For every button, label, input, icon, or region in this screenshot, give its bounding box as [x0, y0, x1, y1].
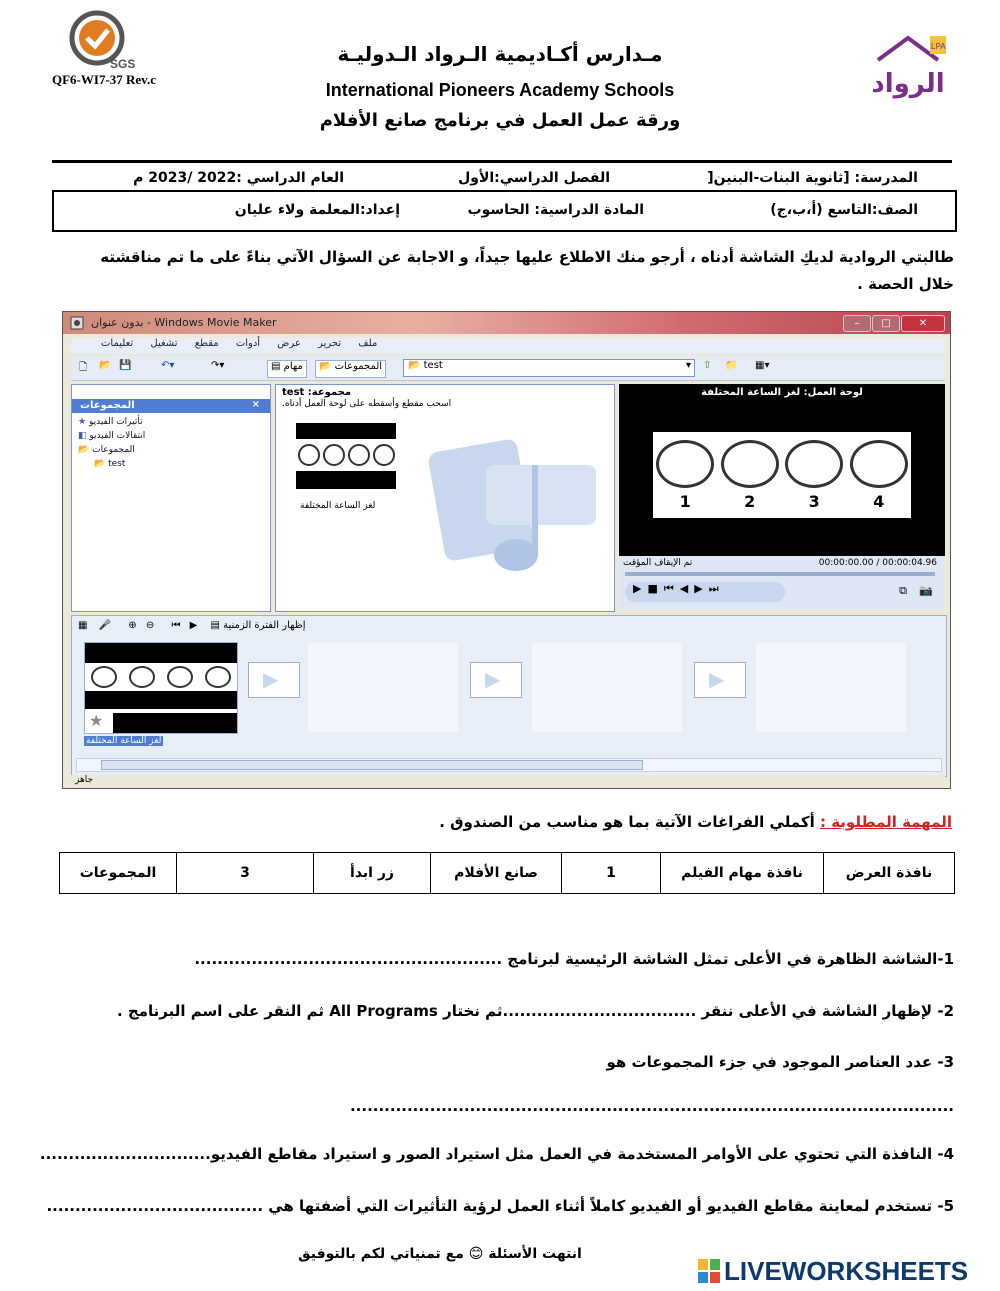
menu-tools[interactable]: أدوات [235, 338, 261, 349]
clock-icon [323, 444, 345, 466]
clock-number: 2 [744, 492, 756, 511]
save-icon[interactable]: 💾 [119, 360, 132, 371]
tasks-button[interactable]: ▤ مهام [267, 360, 307, 378]
closing-note: انتهت الأسئلة 😊 مع تمنياتي لكم بالتوفيق [298, 1246, 582, 1262]
transition-slot[interactable] [694, 662, 746, 698]
tree-item-test[interactable]: 📂 test [94, 459, 126, 469]
clip-thumbnail[interactable] [296, 423, 396, 489]
split-icon[interactable]: ⧉ [899, 584, 907, 597]
arrow-icon: ▶ [709, 667, 725, 691]
question-4: 4- النافذة التي تحتوي على الأوامر المستخدمة في العمل مثل استيراد الصور و استيراد مقاطع الفيديو.............................. [39, 1145, 954, 1163]
word-bank-cell: زر ابدأ [314, 853, 431, 894]
semester-field: الفصل الدراسي:الأول [458, 170, 610, 186]
preview-frame [653, 432, 911, 518]
empty-clip-slot[interactable] [308, 642, 458, 732]
seek-bar[interactable] [625, 572, 935, 576]
collections-button[interactable]: 📂 المجموعات [315, 360, 386, 378]
word-bank-cell: نافذة العرض [824, 853, 955, 894]
liveworksheets-brand: LIVEWORKSHEETS [724, 1256, 969, 1286]
question-1: 1-الشاشة الظاهرة في الأعلى تمثل الشاشة الرئيسية لبرنامج ...................................................... [194, 950, 954, 968]
next-frame-icon[interactable]: ▶ [694, 582, 709, 595]
word-bank-cell: 3 [177, 853, 314, 894]
clock-number: 1 [679, 492, 691, 511]
clock-icon [167, 666, 193, 688]
question-5: 5- تستخدم لمعاينة مقاطع الفيديو أو الفيديو كاملاً أثناء العمل لرؤية التأثيرات التي أضفتها هي ...................................... [46, 1197, 954, 1215]
collection-select[interactable]: 📂 test ▾ [403, 359, 695, 377]
transition-slot[interactable] [248, 662, 300, 698]
window-title: بدون عنوان - Windows Movie Maker [91, 316, 277, 329]
open-icon[interactable]: 📂 [99, 360, 112, 371]
task-text: أكملي الفراغات الآتية بما هو مناسب من الصندوق . [439, 813, 815, 831]
ipa-arabic: الرواد [871, 69, 945, 99]
clock-icon [348, 444, 370, 466]
minimize-button[interactable]: – [843, 315, 871, 332]
transition-icon: ◧ [78, 431, 87, 441]
rewind-icon[interactable]: ⏮ [663, 582, 680, 595]
word-bank-cell: المجموعات [60, 853, 177, 894]
contents-hint: اسحب مقطع وأسقطه على لوحة العمل أدناه. [282, 399, 452, 409]
menu-edit[interactable]: تحرير [318, 338, 342, 349]
show-timeline-button[interactable]: ▤ إظهار الفترة الزمنية [210, 620, 306, 631]
word-bank-row [60, 853, 955, 894]
toolbar [71, 356, 945, 381]
maximize-button[interactable]: □ [872, 315, 900, 332]
clock-icon [298, 444, 320, 466]
close-icon[interactable]: × [251, 399, 260, 410]
up-folder-icon[interactable]: ⇧ [703, 360, 712, 371]
question-3: 3- عدد العناصر الموجود في جزء المجموعات هو [606, 1053, 954, 1071]
redo-icon[interactable]: ↷▾ [211, 360, 225, 371]
storyboard-clip-label: لغز الساعة المختلفة [86, 736, 162, 746]
sheet-title: ورقة عمل العمل في برنامج صانع الأفلام [319, 110, 681, 131]
subject-field: المادة الدراسية: الحاسوب [467, 202, 644, 218]
player-controls [619, 556, 945, 610]
star-icon: ★ [78, 417, 87, 427]
arrow-icon: ▶ [263, 667, 279, 691]
clock-icon [721, 440, 779, 488]
folder-icon: 📂 [94, 459, 106, 469]
clock-icon [205, 666, 231, 688]
menu-help[interactable]: تعليمات [101, 338, 134, 349]
status-bar: جاهز [71, 775, 945, 789]
tree-item-collections[interactable]: 📂 المجموعات [78, 445, 135, 455]
menu-file[interactable]: ملف [358, 338, 378, 349]
menu-bar [71, 338, 945, 354]
transition-slot[interactable] [470, 662, 522, 698]
views-icon[interactable]: ▦▾ [755, 360, 770, 371]
player-status: تم الإيقاف المؤقت [623, 558, 693, 568]
undo-icon[interactable]: ↶▾ [161, 360, 175, 371]
folder-icon: 📂 [408, 360, 421, 371]
collections-pane [71, 384, 271, 612]
folder-icon: 📂 [319, 361, 335, 372]
contents-title: مجموعة: test [282, 387, 352, 398]
folder-icon: 📂 [78, 445, 90, 455]
year-field: العام الدراسي :2022 /2023 م [133, 170, 344, 186]
player-time: 00:00:00.00 / 00:00:04.96 [818, 558, 937, 568]
clock-number: 4 [873, 492, 885, 511]
preview-title: لوحة العمل: لغز الساعة المختلفة [701, 387, 863, 398]
clock-icon [785, 440, 843, 488]
liveworksheets-logo-icon [698, 1259, 720, 1283]
word-bank-cell: 1 [562, 853, 661, 894]
school-field: المدرسة: [ثانوية البنات-البنين[ [707, 170, 918, 186]
clock-icon [850, 440, 908, 488]
chevron-down-icon: ▾ [685, 360, 691, 371]
tree-item-effects[interactable]: ★ تأثيرات الفيديو [78, 417, 143, 427]
clock-icon [656, 440, 714, 488]
menu-play[interactable]: تشغيل [150, 338, 178, 349]
close-button[interactable]: ✕ [901, 315, 945, 332]
word-bank-cell: نافذة مهام الفيلم [661, 853, 824, 894]
new-icon[interactable]: 🗋 [79, 362, 88, 373]
clock-icon [91, 666, 117, 688]
storyboard-icon[interactable]: ▦ [78, 620, 88, 631]
tree-item-transitions[interactable]: ◧ انتقالات الفيديو [78, 431, 146, 441]
header-divider [52, 160, 952, 163]
clock-icon [129, 666, 155, 688]
narration-icon[interactable]: 🎤 [98, 620, 112, 631]
play-icon[interactable]: ▶ [633, 582, 648, 595]
prepared-by-field: إعداد:المعلمة ولاء عليان [234, 202, 400, 218]
movie-maker-icon [69, 315, 85, 331]
tasks-icon: ▤ [271, 361, 284, 372]
playback-buttons[interactable] [625, 582, 785, 602]
storyboard-clip[interactable] [84, 642, 238, 734]
timeline-icon: ▤ [210, 620, 220, 631]
doc-code: QF6-WI7-37 Rev.c [52, 72, 156, 87]
stop-icon[interactable]: ■ [647, 582, 664, 595]
sgs-text: SGS [110, 57, 136, 71]
menu-view[interactable]: عرض [277, 338, 301, 349]
snapshot-icon[interactable]: 📷 [919, 584, 933, 597]
zoom-out-icon[interactable]: ⊖ [145, 620, 155, 631]
word-bank-table [59, 852, 955, 894]
horizontal-scrollbar[interactable] [76, 758, 942, 772]
question-3-answer-line: .......................................................................................................... [349, 1097, 954, 1115]
empty-clip-slot[interactable] [532, 642, 682, 732]
question-2: 2- لإظهار الشاشة في الأعلى ننقر ..................................ثم نختار All Programs ثم النقر على اسم البرنامج . [116, 1002, 954, 1020]
back-frame-icon[interactable]: ◀ [679, 582, 695, 595]
forward-icon[interactable]: ⏭ [708, 582, 725, 595]
scrollbar-thumb[interactable] [101, 760, 643, 770]
grade-field: الصف:التاسع (أ،ب،ج) [770, 202, 918, 218]
movie-watermark-icon [426, 425, 606, 595]
word-bank-cell: صانع الأفلام [431, 853, 562, 894]
school-title-arabic: مـدارس أكـاديمية الـرواد الـدوليـة [337, 42, 663, 66]
new-folder-icon[interactable]: 📁 [725, 360, 738, 371]
contents-pane [275, 384, 615, 612]
effect-star-icon[interactable]: ★ [89, 711, 104, 730]
collections-pane-header: المجموعات × [72, 399, 270, 413]
empty-clip-slot[interactable] [756, 642, 906, 732]
play-icon[interactable]: ▶ [189, 620, 198, 631]
clock-icon [373, 444, 395, 466]
preview-monitor [619, 384, 945, 610]
rewind-icon[interactable]: ⏮ [171, 620, 181, 631]
window-titlebar [63, 312, 950, 334]
task-label: المهمة المطلوبة : [819, 813, 952, 831]
storyboard [71, 615, 947, 777]
ipa-text: LPA [931, 42, 946, 51]
arrow-icon: ▶ [485, 667, 501, 691]
clip-label: لغز الساعة المختلفة [300, 501, 376, 511]
storyboard-toolbar [78, 620, 306, 631]
clock-number: 3 [808, 492, 820, 511]
intro-text: طالبتي الروادية لديكِ الشاشة أدناه ، أرجو منك الاطلاع عليها جيداً، و الاجابة عن السؤال الآتي بناءً على ما تم مناقشته خلال الحصة . [100, 248, 954, 293]
movie-maker-screenshot [62, 311, 951, 789]
task-instruction [439, 813, 952, 831]
menu-clip[interactable]: مقطع [194, 338, 219, 349]
zoom-in-icon[interactable]: ⊕ [128, 620, 137, 631]
school-title-english: International Pioneers Academy Schools [325, 80, 675, 100]
